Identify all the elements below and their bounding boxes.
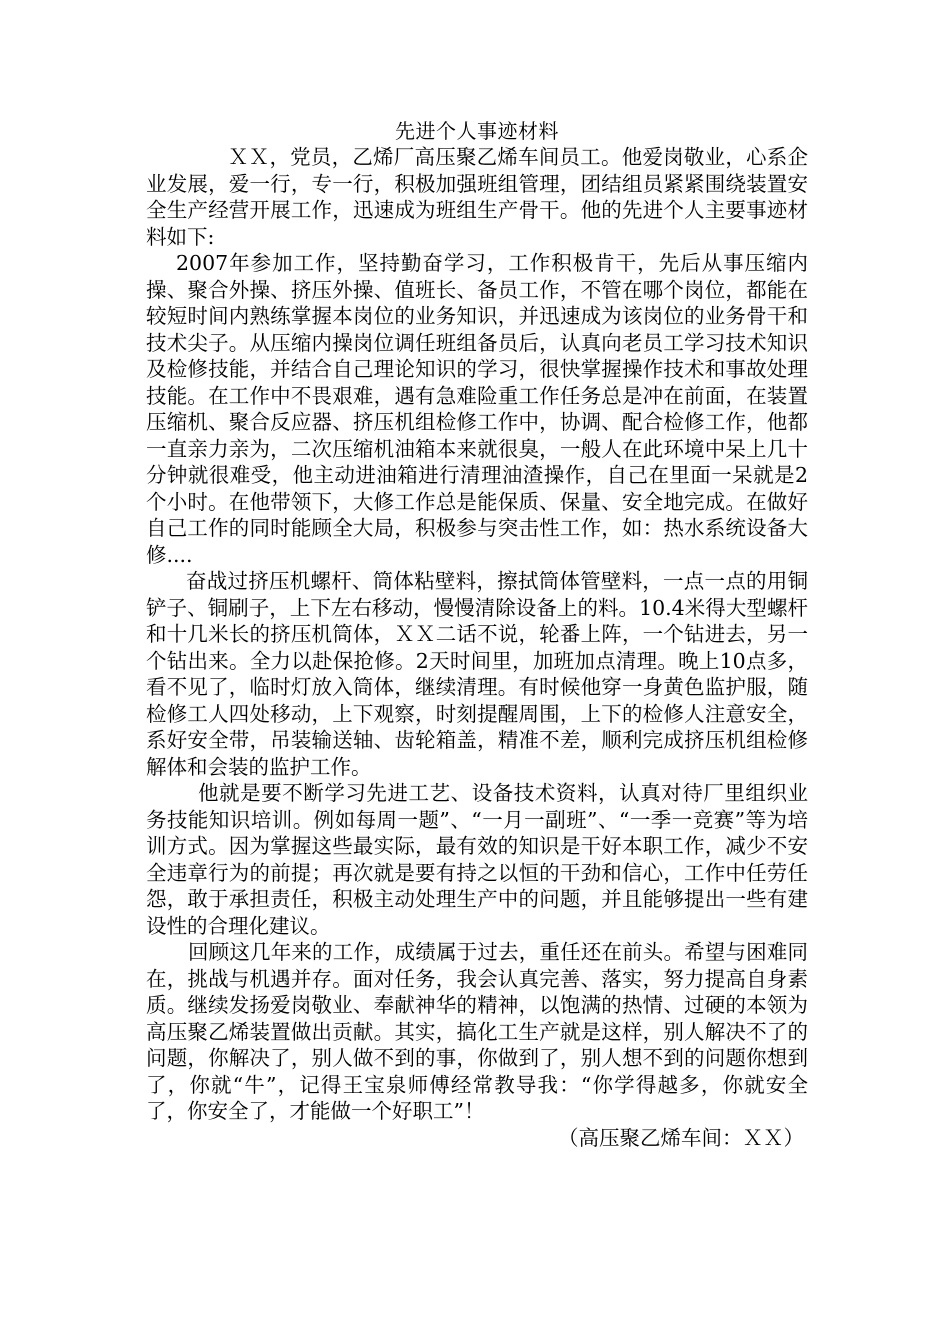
paragraph-training: 他就是要不断学习先进工艺、设备技术资料，认真对待厂里组织业务技能知识培训。例如每周一题”、“一月一副班”、“一季一竞赛”等为培训方式。因为掌握这些最实际，最有效的知识是干好本职工作，减少不安全违章行为的前提；再次就是要有持之以恒的干劲和信心，工作中任劳任怨，敢于承担责任，积极主动处理生产中的问题，并且能够提出一些有建设性的合理化建议。: [146, 781, 808, 938]
paragraph-work-history: 2007年参加工作，坚持勤奋学习，工作积极肯干，先后从事压缩内操、聚合外操、挤压外操、值班长、备员工作，不管在哪个岗位，都能在较短时间内熟练掌握本岗位的业务知识，并迅速成为该岗位的业务骨干和技术尖子。从压缩内操岗位调任班组备员后，认真向老员工学习技术知识及检修技能，并结合自己理论知识的学习，很快掌握操作技术和事故处理技能。在工作中不畏艰难，遇有急难险重工作任务总是冲在前面，在装置压缩机、聚合反应器、挤压机组检修工作中，协调、配合检修工作，他都一直亲力亲为，二次压缩机油箱本来就很臭，一般人在此环境中呆上几十分钟就很难受，他主动进油箱进行清理油渣操作，自己在里面一呆就是2个小时。在他带领下，大修工作总是能保质、保量、安全地完成。在做好自己工作的同时能顾全大局，积极参与突击性工作，如：热水系统设备大修....: [146, 251, 808, 567]
document-signature: （高压聚乙烯车间：ＸＸ）: [558, 1125, 804, 1150]
document-body: [146, 118, 808, 1151]
document-title: 先进个人事迹材料: [395, 119, 559, 143]
paragraph-review: 回顾这几年来的工作，成绩属于过去，重任还在前头。希望与困难同在，挑战与机遇并存。面对任务，我会认真完善、落实，努力提高自身素质。继续发扬爱岗敬业、奉献神华的精神，以饱满的热情、过硬的本领为高压聚乙烯装置做出贡献。其实，搞化工生产就是这样，别人解决不了的问题，你解决了，别人做不到的事，你做到了，别人想不到的问题你想到了，你就“牛”，记得王宝泉师傅经常教导我：“你学得越多，你就安全了，你安全了，才能做一个好职工”！: [146, 940, 808, 1123]
paragraph-intro: ＸＸ，党员，乙烯厂高压聚乙烯车间员工。他爱岗敬业，心系企业发展，爱一行，专一行，积极加强班组管理，团结组员紧紧围绕装置安全生产经营开展工作，迅速成为班组生产骨干。他的先进个人主要事迹材料如下:: [146, 145, 808, 249]
paragraph-extruder-repair: 奋战过挤压机螺杆、筒体粘壁料，擦拭筒体管壁料，一点一点的用铜铲子、铜刷子，上下左右移动，慢慢清除设备上的料。10.4米得大型螺杆和十几米长的挤压机筒体，ＸＸ二话不说，轮番上阵，一个钻进去，另一个钻出来。全力以赴保抢修。2天时间里，加班加点清理。晚上10点多，看不见了，临时灯放入筒体，继续清理。有时候他穿一身黄色监护服，随检修工人四处移动，上下观察，时刻提醒周围，上下的检修人注意安全，系好安全带，吊装输送轴、齿轮箱盖，精准不差，顺利完成挤压机组检修解体和会装的监护工作。: [146, 569, 808, 779]
